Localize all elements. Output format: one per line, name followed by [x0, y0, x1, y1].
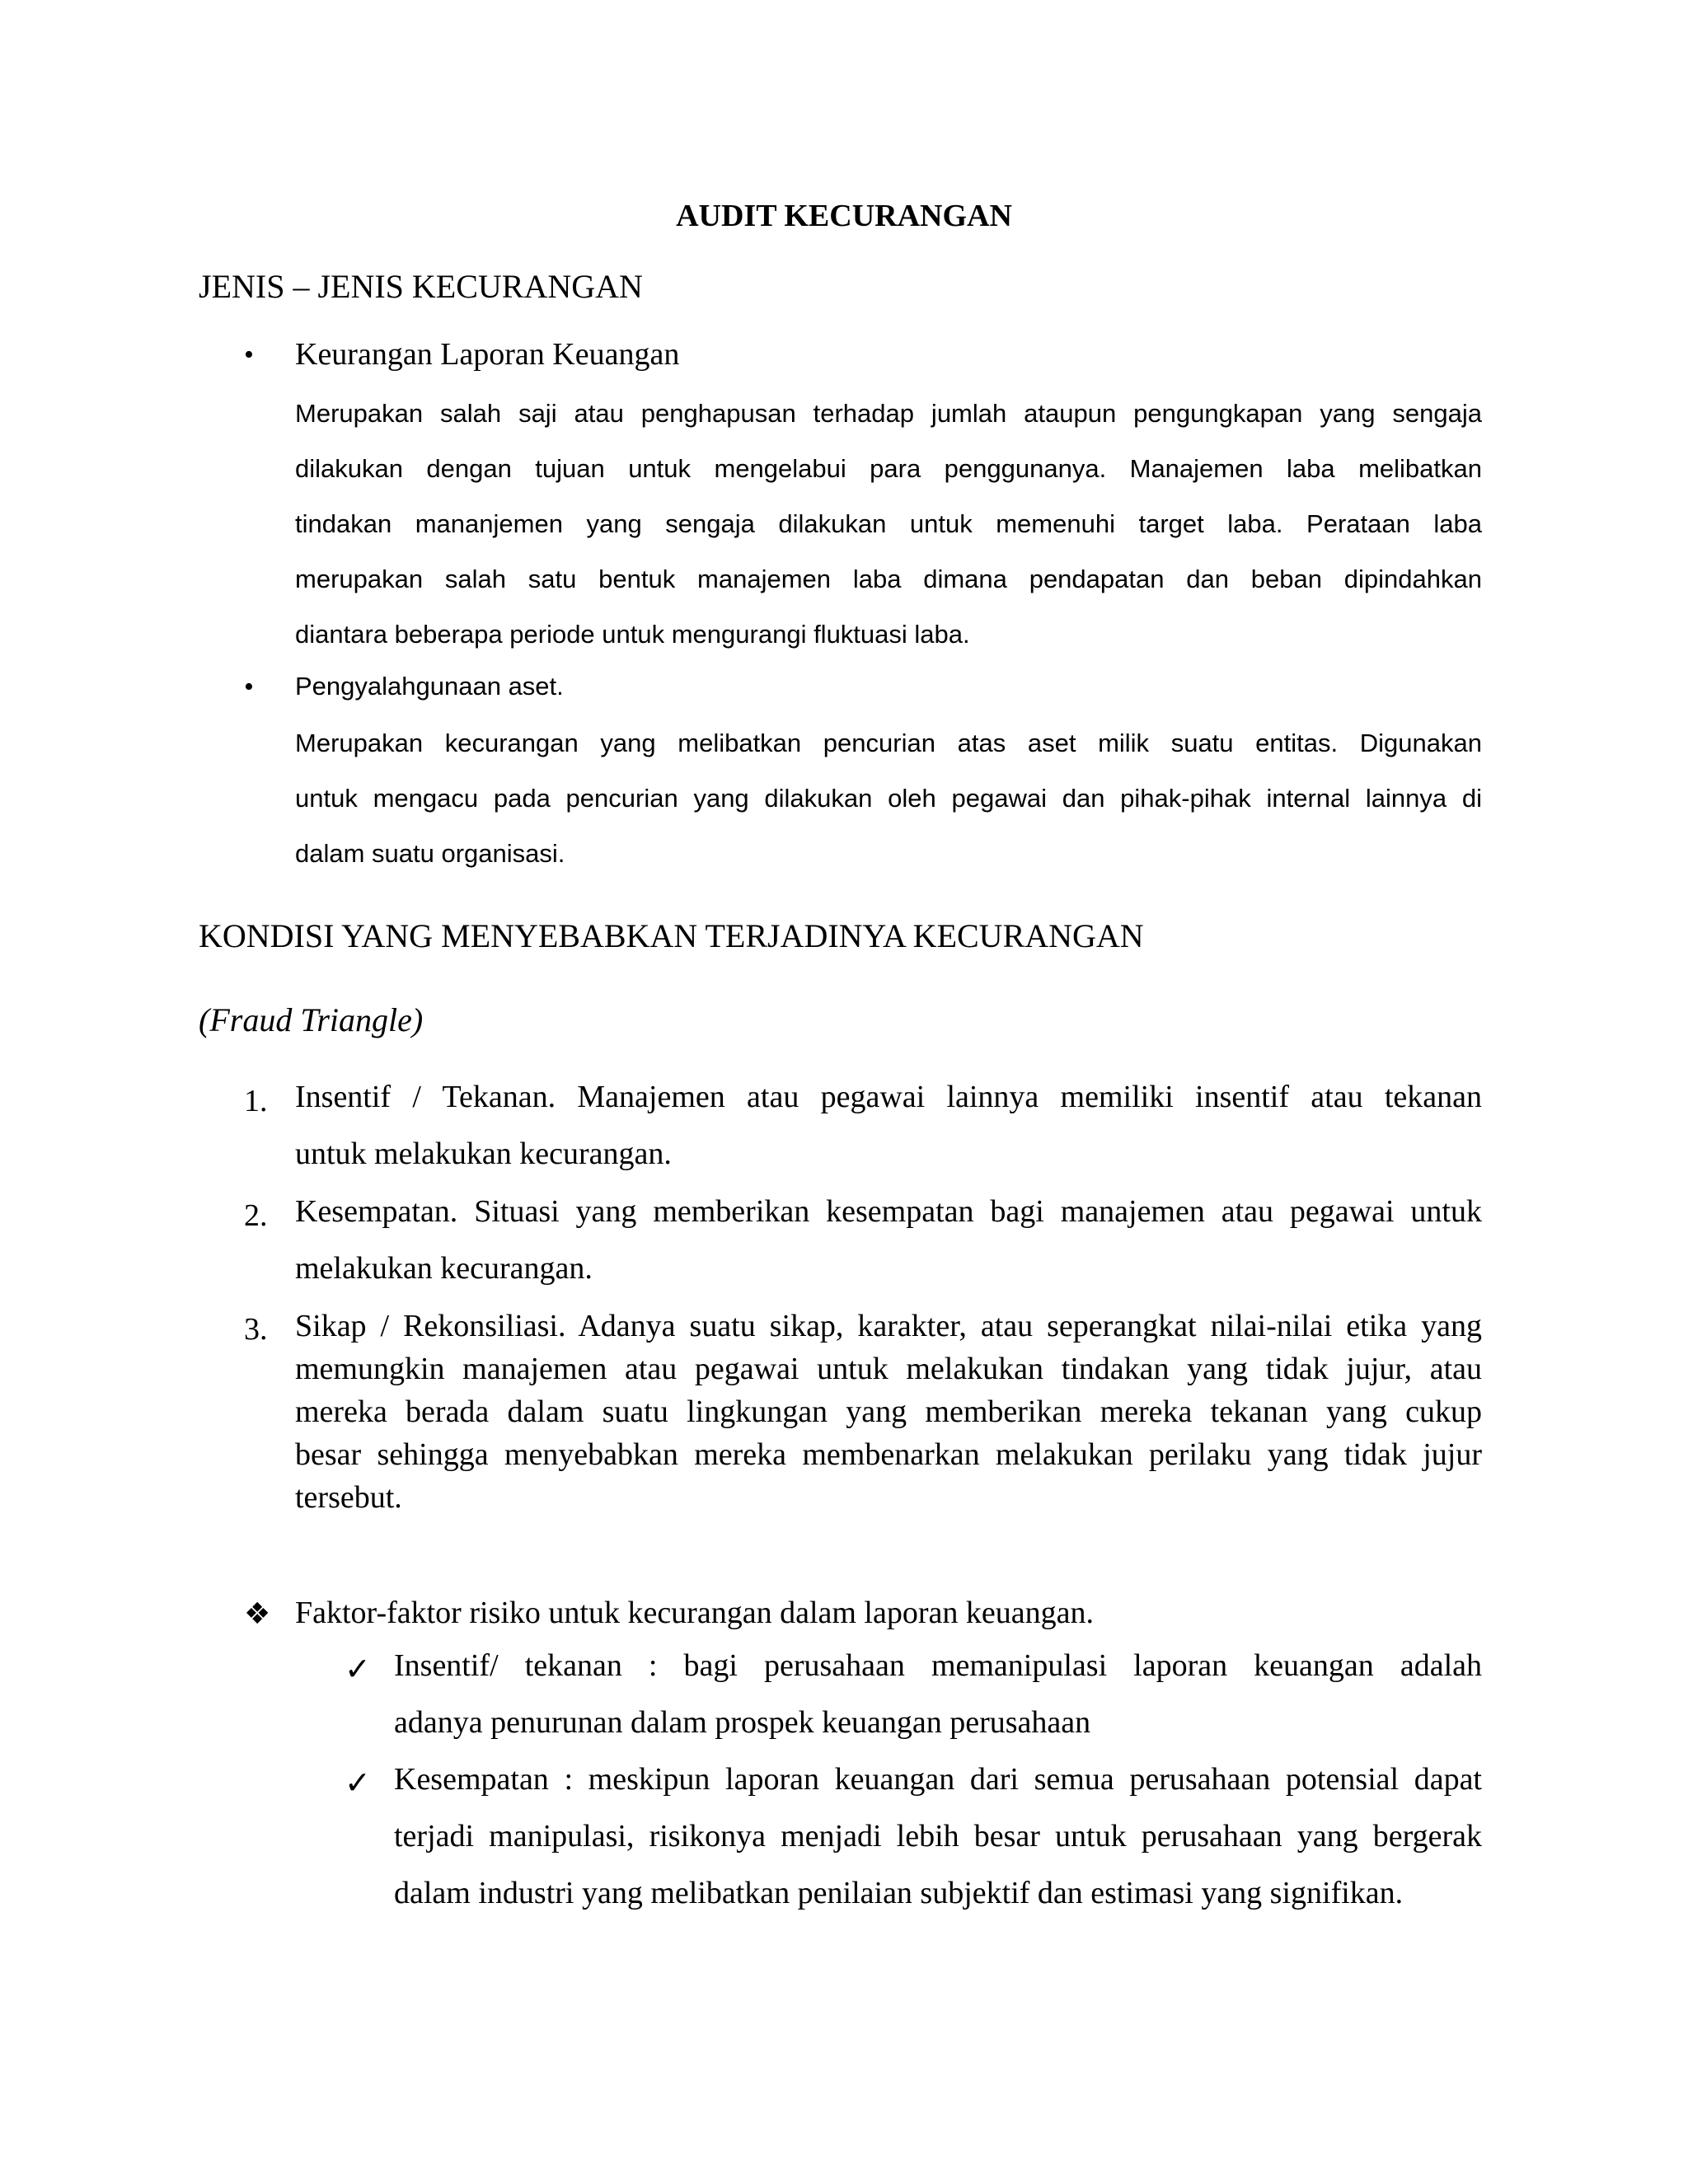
factor-line: adanya penurunan dalam prospek keuangan perusahaan — [394, 1705, 1091, 1740]
checkmark-icon: ✓ — [345, 1652, 371, 1687]
paragraph-line: Merupakan salah saji atau penghapusan terhadap jumlah ataupun pengungkapan yang sengaja — [295, 399, 1482, 428]
document-title: AUDIT KECURANGAN — [676, 199, 1012, 233]
bullet-icon: • — [244, 340, 254, 370]
list-number: 2. — [244, 1198, 268, 1233]
paragraph-line: Merupakan kecurangan yang melibatkan pencurian atas aset milik suatu entitas. Digunakan — [295, 729, 1482, 757]
bullet-title-penyalahgunaan-aset: Pengyalahgunaan aset. — [295, 672, 564, 701]
list-line: besar sehingga menyebabkan mereka membenarkan melakukan perilaku yang tidak jujur — [295, 1437, 1482, 1472]
bullet-title-laporan-keuangan: Keurangan Laporan Keuangan — [295, 337, 680, 372]
section-subheading-fraud-triangle: (Fraud Triangle) — [199, 1001, 424, 1038]
list-line: tersebut. — [295, 1480, 402, 1515]
paragraph-line: untuk mengacu pada pencurian yang dilakukan oleh pegawai dan pihak-pihak internal lainnya di — [295, 784, 1482, 813]
numbered-item-kesempatan — [295, 1183, 1482, 1297]
list-line: Sikap / Rekonsiliasi. Adanya suatu sikap, karakter, atau seperangkat nilai-nilai etika yang — [295, 1309, 1482, 1343]
bullet-icon: • — [244, 672, 254, 702]
list-line: Insentif / Tekanan. Manajemen atau pegawai lainnya memiliki insentif atau tekanan — [295, 1080, 1482, 1114]
paragraph-line: merupakan salah satu bentuk manajemen laba dimana pendapatan dan beban dipindahkan — [295, 565, 1482, 593]
numbered-item-sikap — [295, 1305, 1482, 1519]
factors-heading: Faktor-faktor risiko untuk kecurangan dalam laporan keuangan. — [295, 1596, 1094, 1630]
factor-item-kesempatan — [394, 1751, 1482, 1922]
list-line: untuk melakukan kecurangan. — [295, 1137, 672, 1171]
paragraph-laporan-keuangan — [295, 386, 1482, 662]
factor-line: Insentif/ tekanan : bagi perusahaan memanipulasi laporan keuangan adalah — [394, 1648, 1482, 1683]
list-line: Kesempatan. Situasi yang memberikan kesempatan bagi manajemen atau pegawai untuk — [295, 1194, 1482, 1229]
list-number: 1. — [244, 1084, 268, 1118]
paragraph-line: diantara beberapa periode untuk mengurangi fluktuasi laba. — [295, 620, 970, 649]
checkmark-icon: ✓ — [345, 1766, 371, 1801]
factor-line: terjadi manipulasi, risikonya menjadi lebih besar untuk perusahaan yang bergerak — [394, 1819, 1482, 1854]
factor-line: dalam industri yang melibatkan penilaian subjektif dan estimasi yang signifikan. — [394, 1876, 1404, 1910]
section-heading-jenis: JENIS – JENIS KECURANGAN — [199, 268, 643, 305]
list-line: memungkin manajemen atau pegawai untuk melakukan tindakan yang tidak jujur, atau — [295, 1352, 1482, 1386]
paragraph-line: tindakan mananjemen yang sengaja dilakukan untuk memenuhi target laba. Perataan laba — [295, 509, 1482, 538]
paragraph-line: dilakukan dengan tujuan untuk mengelabui para penggunanya. Manajemen laba melibatkan — [295, 454, 1482, 483]
list-line: mereka berada dalam suatu lingkungan yang memberikan mereka tekanan yang cukup — [295, 1394, 1482, 1429]
paragraph-line: dalam suatu organisasi. — [295, 839, 565, 868]
factor-line: Kesempatan : meskipun laporan keuangan dari semua perusahaan potensial dapat — [394, 1762, 1482, 1797]
section-heading-kondisi: KONDISI YANG MENYEBABKAN TERJADINYA KECURANGAN — [199, 917, 1144, 954]
diamond-bullet-icon: ❖ — [244, 1596, 271, 1630]
list-number: 3. — [244, 1312, 268, 1347]
numbered-item-insentif — [295, 1069, 1482, 1183]
paragraph-penyalahgunaan-aset — [295, 715, 1482, 881]
list-line: melakukan kecurangan. — [295, 1251, 593, 1286]
factor-item-insentif — [394, 1638, 1482, 1751]
